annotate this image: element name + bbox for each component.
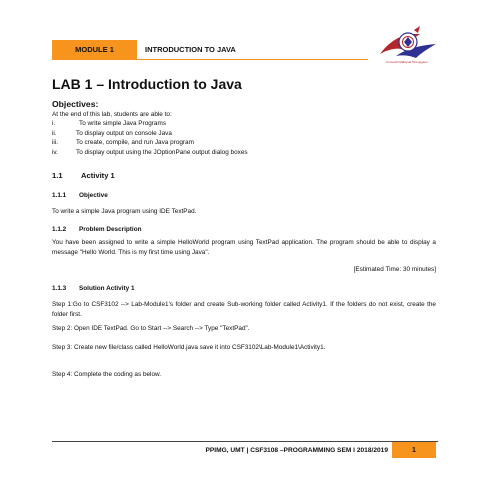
section-title: Activity 1	[81, 171, 115, 180]
list-item-number: iv.	[52, 148, 58, 156]
subsection-title: Solution Activity 1	[79, 285, 135, 292]
list-item	[52, 119, 432, 129]
subsection-number: 1.1.3	[52, 285, 67, 292]
list-item-number: i.	[52, 120, 56, 127]
list-item	[52, 148, 432, 158]
list-item-text: To display output on console Java	[76, 129, 172, 137]
subsection-heading	[52, 192, 108, 199]
list-item-number: iii.	[52, 139, 59, 147]
estimated-time: [Estimated Time: 30 minutes]	[353, 266, 436, 273]
solution-step: Step 1:Go to CSF3102 --> Lab-Module1’s folder and create Sub-working folder called Activity1. If the folders do not exist, create the folder first.	[52, 301, 436, 318]
list-item-text: To display output using the JOptionPane output dialog boxes	[76, 148, 248, 156]
subsection-number: 1.1.2	[52, 226, 67, 233]
footer-text: PPIMG, UMT | CSF3108 –PROGRAMMING SEM I 2018/2019	[205, 447, 388, 454]
page-number: 1	[392, 442, 436, 458]
umt-logo	[376, 24, 440, 62]
footer-rule	[52, 441, 438, 442]
objectives-list	[52, 119, 432, 157]
objectives-heading: Objectives:	[52, 99, 99, 109]
list-item-number: ii.	[52, 129, 57, 137]
module-label: MODULE 1	[52, 40, 137, 59]
logo-caption: Universiti Malaysia Terengganu	[386, 60, 428, 64]
subsection-heading	[52, 285, 135, 292]
header-rule	[52, 59, 368, 60]
lab-title: LAB 1 – Introduction to Java	[52, 76, 242, 92]
subsection-title: Problem Description	[79, 226, 142, 233]
objective-text: To write a simple Java program using IDE TextPad.	[52, 208, 197, 215]
section-heading	[52, 171, 115, 180]
list-item	[52, 138, 432, 148]
list-item-text: To write simple Java Programs	[79, 120, 167, 127]
solution-step: Step 4: Complete the coding as below.	[52, 371, 162, 378]
subsection-number: 1.1.1	[52, 192, 67, 199]
header-title: INTRODUCTION TO JAVA	[145, 45, 236, 54]
solution-step: Step 2: Open IDE TextPad. Go to Start --> Search --> Type "TextPad".	[52, 325, 250, 332]
subsection-heading	[52, 226, 142, 233]
objectives-intro: At the end of this lab, students are able to:	[52, 111, 172, 118]
section-number: 1.1	[52, 171, 63, 180]
list-item-text: To create, compile, and run Java program	[76, 139, 194, 147]
logo-icon	[376, 24, 440, 62]
problem-text: You have been assigned to write a simple HelloWorld program using TextPad application. The program should be able to display a message "Hello World. This is my first time using Java".	[52, 239, 436, 256]
subsection-title: Objective	[79, 192, 108, 199]
list-item	[52, 129, 432, 139]
solution-step: Step 3: Create new file/class called HelloWorld.java save it into CSF3102\Lab-Module1\Activity1.	[52, 344, 326, 351]
